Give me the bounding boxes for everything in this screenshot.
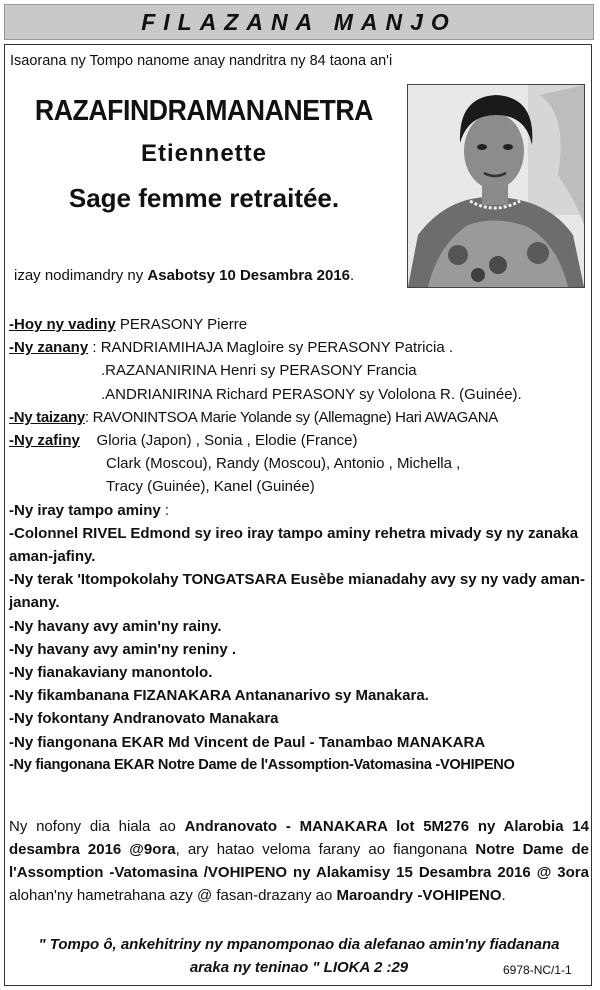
death-suffix: .	[350, 267, 355, 284]
spouse-row	[9, 313, 591, 336]
bible-quote	[9, 933, 589, 979]
grandchildren-row-2	[9, 452, 591, 475]
grandchildren-line-1: Gloria (Japon) , Sonia , Elodie (France)	[79, 432, 358, 450]
children-line-1: : RANDRIAMIHAJA Magloire sy PERASONY Patricia .	[88, 339, 454, 357]
grandchildren-line-3: Tracy (Guinée), Kanel (Guinée)	[106, 478, 315, 496]
relative-2: -Ny terak 'Itompokolahy TONGATSARA Eusèbe mianadahy avy sy ny vady aman-janany.	[9, 571, 585, 612]
grandchildren-label: -Ny zafiny	[9, 432, 80, 450]
funeral-bold-3: Maroandry -VOHIPENO	[336, 887, 502, 904]
family-list	[9, 313, 591, 777]
death-date: Asabotsy 10 Desambra 2016	[147, 267, 351, 284]
funeral-bold-1: Andranovato - MANAKARA lot 5M276 ny Alarobia 14 desambra 2016 @9ora	[9, 818, 589, 858]
quote-line-2: araka ny teninao " LIOKA 2 :29	[189, 959, 409, 976]
spouse-name: PERASONY Pierre	[115, 316, 248, 333]
relatives-label: -Ny iray tampo aminy	[9, 501, 161, 519]
children-row-2	[9, 359, 591, 382]
children-row	[9, 336, 591, 359]
relatives-suffix: :	[160, 501, 170, 519]
children-row-3	[9, 383, 591, 406]
relative-4: -Ny havany avy amin'ny reniny .	[9, 640, 236, 658]
relative-9: -Ny fiangonana EKAR Notre Dame de l'Assomption-Vatomasina -VOHIPENO	[9, 756, 515, 773]
relatives-row	[9, 499, 591, 522]
inlaws-label: -Ny taizany	[9, 408, 85, 426]
inlaws-names: : RAVONINTSOA Marie Yolande sy (Allemagne) Hari AWAGANA	[84, 408, 498, 426]
death-line	[14, 267, 354, 284]
reference-code: 6978-NC/1-1	[503, 963, 572, 977]
relative-3: -Ny havany avy amin'ny rainy.	[9, 617, 222, 635]
relative-5: -Ny fianakaviany manontolo.	[9, 664, 213, 682]
deceased-surname: RAZAFINDRAMANANETRA	[34, 95, 373, 127]
relative-6: -Ny fikambanana FIZANAKARA Antananarivo sy Manakara.	[9, 687, 429, 705]
children-label: -Ny zanany	[9, 339, 89, 357]
deceased-profession: Sage femme retraitée.	[68, 183, 340, 213]
children-line-2: .RAZANANIRINA Henri sy PERASONY Francia	[101, 362, 417, 380]
funeral-details	[9, 815, 589, 907]
deceased-firstname: Etiennette	[140, 140, 267, 167]
spouse-label: -Hoy ny vadiny	[9, 316, 116, 333]
notice-header	[4, 4, 594, 40]
funeral-text-1: Ny nofony dia hiala ao	[9, 818, 185, 835]
funeral-bold-2: Notre Dame de l'Assomption -Vatomasina /VOHIPENO ny Alakamisy 15 Desambra 2016 @ 3ora	[9, 841, 589, 881]
grandchildren-line-2: Clark (Moscou), Randy (Moscou), Antonio , Michella ,	[106, 455, 461, 473]
portrait-photo	[407, 84, 585, 288]
relative-1: -Colonnel RIVEL Edmond sy ireo iray tampo aminy rehetra mivady sy ny zanaka aman-jafiny.	[9, 524, 579, 566]
inlaws-row	[9, 406, 591, 429]
children-line-3: .ANDRIANIRINA Richard PERASONY sy Vololona R. (Guinée).	[101, 385, 522, 403]
notice-title: FILAZANA MANJO	[141, 8, 457, 35]
death-prefix: izay nodimandry ny	[14, 267, 144, 284]
relative-8: -Ny fiangonana EKAR Md Vincent de Paul - Tanambao MANAKARA	[9, 733, 486, 751]
funeral-text-2: , ary hatao veloma farany ao fiangonana	[175, 841, 476, 858]
funeral-text-3: alohan'ny hametrahana azy @ fasan-drazany ao	[9, 887, 337, 904]
intro-text: Isaorana ny Tompo nanome anay nandritra ny 84 taona an'i	[10, 53, 393, 69]
funeral-text-4: .	[501, 887, 506, 904]
quote-line-1: " Tompo ô, ankehitriny ny mpanomponao dia alefanao amin'ny fiadanana	[38, 936, 560, 953]
portrait-photo-icon	[408, 85, 584, 287]
grandchildren-row	[9, 429, 591, 452]
relative-7: -Ny fokontany Andranovato Manakara	[9, 710, 279, 728]
grandchildren-row-3	[9, 475, 591, 498]
